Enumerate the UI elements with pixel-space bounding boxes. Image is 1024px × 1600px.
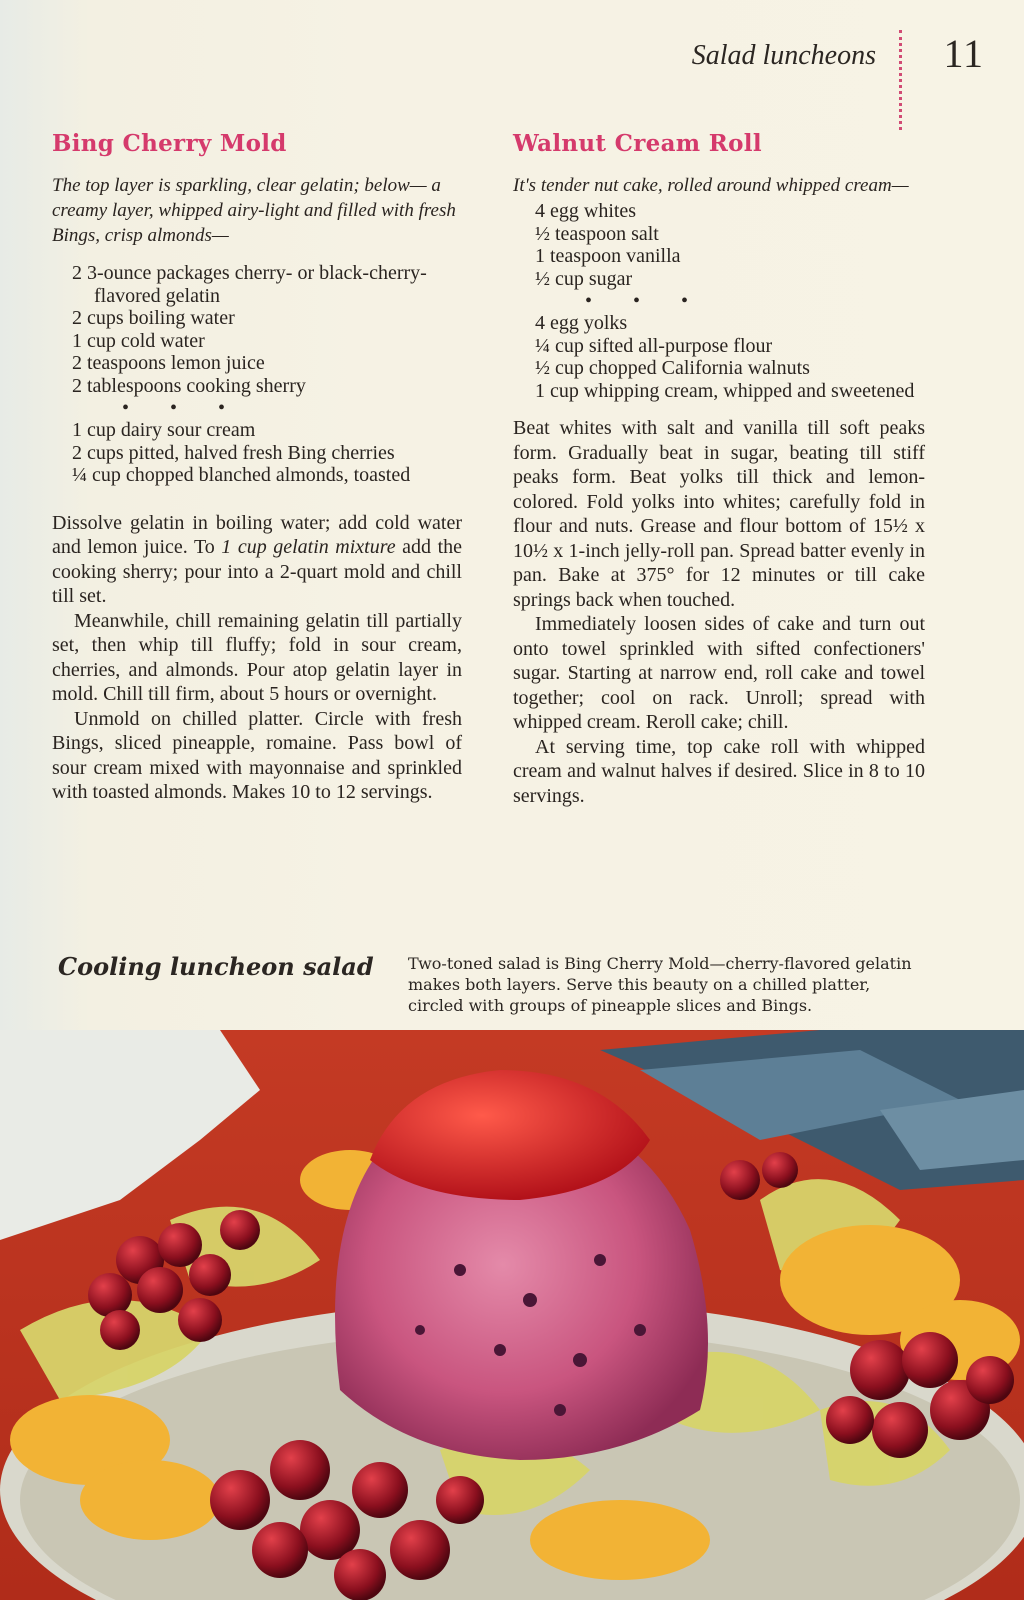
recipe-intro: The top layer is sparkling, clear gelatin; below— a creamy layer, whipped airy-light and filled with fresh Bings, crisp almonds— bbox=[52, 175, 456, 246]
salad-photo-illustration bbox=[0, 1030, 1024, 1600]
photo-caption-text: Two-toned salad is Bing Cherry Mold—cherry-flavored gelatin makes both layers. Serve this beauty on a chilled platter, circled with groups of pineapple slices and Bings. bbox=[408, 954, 912, 1015]
ingredient-item: ½ cup chopped California walnuts bbox=[535, 357, 810, 379]
ingredient-item: ½ cup sugar bbox=[535, 267, 633, 290]
ingredient-separator: • • • bbox=[122, 397, 244, 419]
method-text: add the cooking sherry; pour into a 2-quart mold and chill till set. bbox=[52, 536, 462, 607]
salad-photo bbox=[0, 1030, 1024, 1600]
header-dotted-divider bbox=[899, 30, 902, 130]
method-paragraph bbox=[52, 511, 462, 609]
ingredient-item: ½ teaspoon salt bbox=[535, 222, 659, 245]
ingredient-item: 4 egg yolks bbox=[535, 312, 628, 334]
method-text: Dissolve gelatin in boiling water; add cold water and lemon juice. To bbox=[52, 511, 462, 558]
method-paragraph: Immediately loosen sides of cake and turn out onto towel sprinkled with sifted confectioners' sugar. Starting at narrow end, roll cake and towel together; cool on rack. Unroll; spread with whipped cream. Reroll cake; chill. bbox=[513, 613, 925, 733]
ingredient-list bbox=[535, 200, 925, 402]
ingredient-item: 1 cup whipping cream, whipped and sweetened bbox=[535, 379, 915, 402]
recipe-intro: It's tender nut cake, rolled around whipped cream— bbox=[513, 175, 909, 196]
ingredient-list bbox=[72, 262, 462, 487]
method-paragraph: Unmold on chilled platter. Circle with fresh Bings, sliced pineapple, romaine. Pass bowl of sour cream mixed with mayonnaise and sprinkled with toasted almonds. Makes 10 to 12 servings. bbox=[52, 707, 462, 803]
method-paragraph: Meanwhile, chill remaining gelatin till partially set, then whip till fluffy; fold in sour cream, cherries, and almonds. Pour atop gelatin layer in mold. Chill till firm, about 5 hours or overnight. bbox=[52, 609, 462, 705]
ingredient-item: 2 cups pitted, halved fresh Bing cherries bbox=[72, 441, 395, 464]
ingredient-item: 2 3-ounce packages cherry- or black-cherry-flavored gelatin bbox=[72, 262, 427, 307]
ingredient-item: 2 teaspoons lemon juice bbox=[72, 352, 265, 374]
ingredient-item: 2 tablespoons cooking sherry bbox=[72, 374, 306, 397]
recipe-method bbox=[52, 511, 462, 805]
recipe-method bbox=[513, 416, 925, 808]
ingredient-item: 4 egg whites bbox=[535, 200, 637, 222]
method-paragraph: At serving time, top cake roll with whipped cream and walnut halves if desired. Slice in 8 to 10 servings. bbox=[513, 735, 925, 807]
ingredient-item: ¼ cup sifted all-purpose flour bbox=[535, 334, 773, 357]
recipe-title: Bing Cherry Mold bbox=[52, 130, 287, 157]
ingredient-item: ¼ cup chopped blanched almonds, toasted bbox=[72, 464, 411, 486]
recipe-walnut-cream-roll bbox=[513, 130, 925, 808]
photo-caption-title: Cooling luncheon salad bbox=[58, 952, 374, 981]
method-paragraph: Beat whites with salt and vanilla till soft peaks form. Gradually beat in sugar, beating till stiff peaks form. Beat yolks till thick and lemon-colored. Fold yolks into whites; carefully fold in flour and nuts. Grease and flour bottom of 15½ x 10½ x 1-inch jelly-roll pan. Spread batter evenly in pan. Bake at 375° for 12 minutes or till cake springs back when touched. bbox=[513, 417, 925, 611]
method-emphasis: 1 cup gelatin mixture bbox=[221, 536, 396, 558]
recipe-title: Walnut Cream Roll bbox=[513, 130, 762, 157]
ingredient-separator: • • • bbox=[585, 290, 707, 312]
section-title: Salad luncheons bbox=[691, 40, 876, 71]
ingredient-item: 1 cup cold water bbox=[72, 329, 205, 352]
recipe-bing-cherry-mold bbox=[52, 130, 462, 805]
page-number: 11 bbox=[943, 31, 984, 76]
ingredient-item: 2 cups boiling water bbox=[72, 307, 235, 329]
ingredient-item: 1 cup dairy sour cream bbox=[72, 419, 256, 441]
page-header bbox=[574, 30, 994, 100]
ingredient-item: 1 teaspoon vanilla bbox=[535, 245, 681, 267]
